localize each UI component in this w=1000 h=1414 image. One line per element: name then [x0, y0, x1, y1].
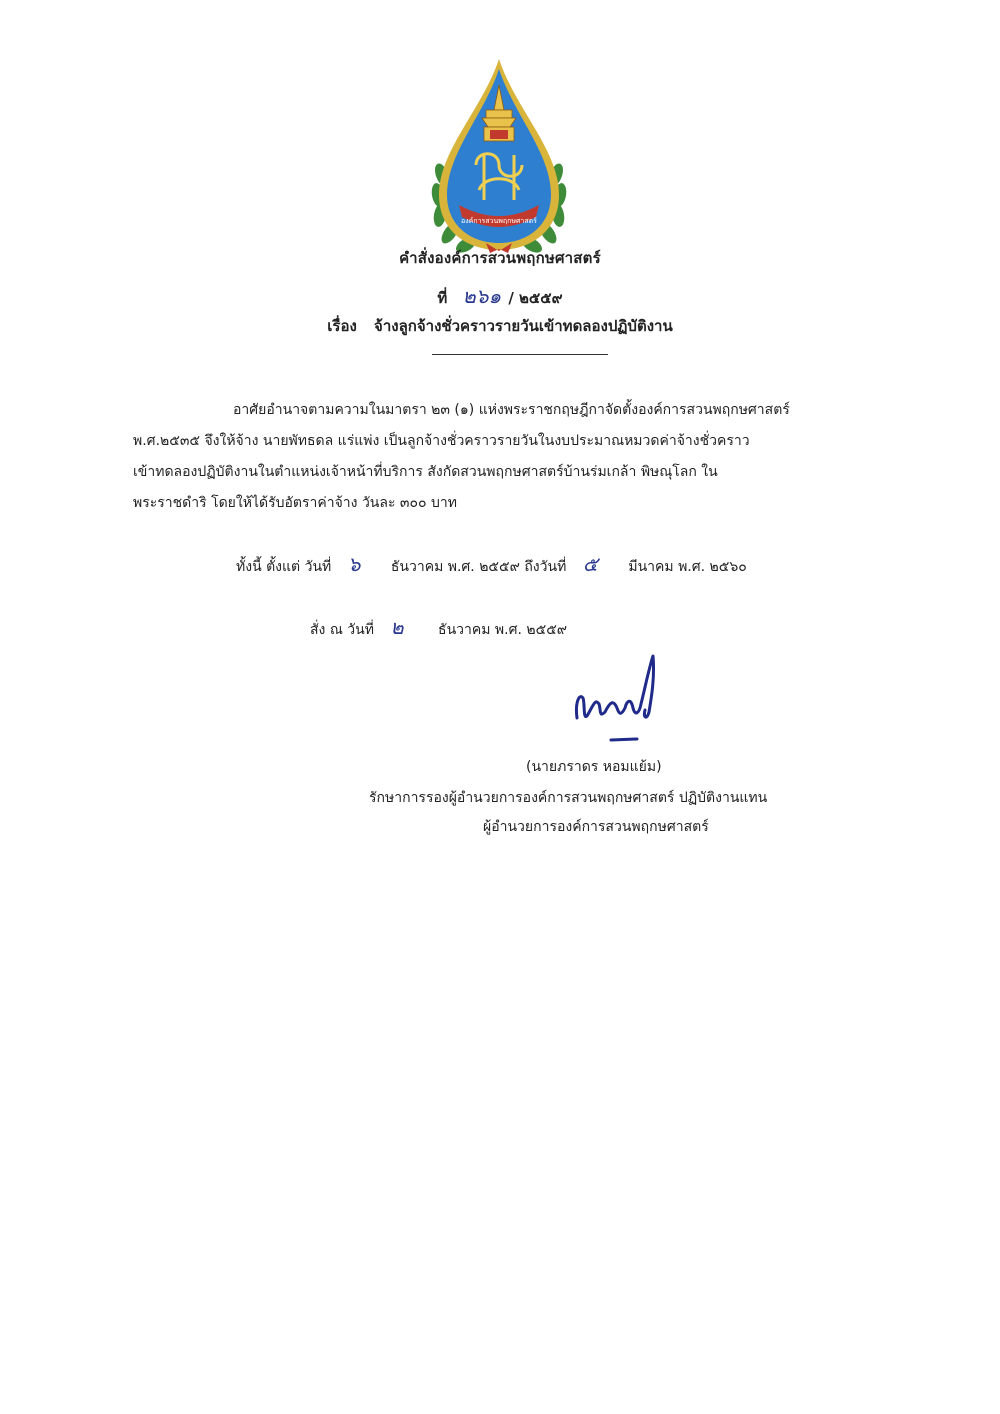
order-subject — [0, 314, 1000, 338]
period-end-rest: มีนาคม พ.ศ. ๒๕๖๐ — [628, 559, 747, 575]
ordered-rest: ธันวาคม พ.ศ. ๒๕๕๙ — [438, 622, 568, 638]
body-line: พ.ศ.๒๕๓๕ จึงให้จ้าง นายพัทธดล แร่แพ่ง เป็นลูกจ้างชั่วคราวรายวันในงบประมาณหมวดค่าจ้างชั่วคราว — [133, 433, 750, 449]
period-start-day: ๖ — [347, 552, 361, 576]
order-body — [133, 395, 908, 519]
body-line: เข้าทดลองปฏิบัติงานในตำแหน่งเจ้าหน้าที่บริการ สังกัดสวนพฤกษศาสตร์บ้านร่มเกล้า พิษณุโลก ใน — [133, 464, 718, 480]
period-prefix: ทั้งนี้ ตั้งแต่ วันที่ — [236, 559, 332, 575]
order-number-handwritten: ๒๖๑ — [462, 284, 502, 308]
ordered-day: ๒ — [390, 615, 404, 639]
order-number-suffix: / ๒๕๕๙ — [508, 289, 563, 307]
order-number — [0, 280, 1000, 312]
svg-text:องค์การสวนพฤกษศาสตร์: องค์การสวนพฤกษศาสตร์ — [461, 217, 537, 225]
signatory-name: (นายภราดร หอมแย้ม) — [526, 759, 662, 775]
period-end-day: ๕ — [582, 552, 598, 576]
body-line: อาศัยอำนาจตามความในมาตรา ๒๓ (๑) แห่งพระราชกฤษฎีกาจัดตั้งองค์การสวนพฤกษศาสตร์ — [233, 402, 790, 418]
ordered-prefix: สั่ง ณ วันที่ — [310, 622, 374, 638]
order-number-label: ที่ — [437, 289, 448, 307]
handwritten-signature-icon — [565, 648, 675, 748]
signatory-position-line2: ผู้อำนวยการองค์การสวนพฤกษศาสตร์ — [483, 819, 709, 835]
period-start-rest: ธันวาคม พ.ศ. ๒๕๕๙ ถึงวันที่ — [390, 559, 567, 575]
garden-organization-emblem-icon — [424, 55, 574, 255]
subject-label: เรื่อง — [327, 317, 357, 335]
subject-text: จ้างลูกจ้างชั่วคราวรายวันเข้าทดลองปฏิบัติงาน — [374, 317, 673, 335]
order-title: คำสั่งองค์การสวนพฤกษศาสตร์ — [399, 249, 601, 267]
signatory-position-line1: รักษาการรองผู้อำนวยการองค์การสวนพฤกษศาสตร์ ปฏิบัติงานแทน — [369, 790, 768, 806]
employment-period — [236, 548, 747, 580]
ordered-date — [310, 611, 567, 643]
body-line: พระราชดำริ โดยให้ได้รับอัตราค่าจ้าง วันละ ๓๐๐ บาท — [133, 495, 458, 511]
header-divider — [432, 354, 608, 355]
